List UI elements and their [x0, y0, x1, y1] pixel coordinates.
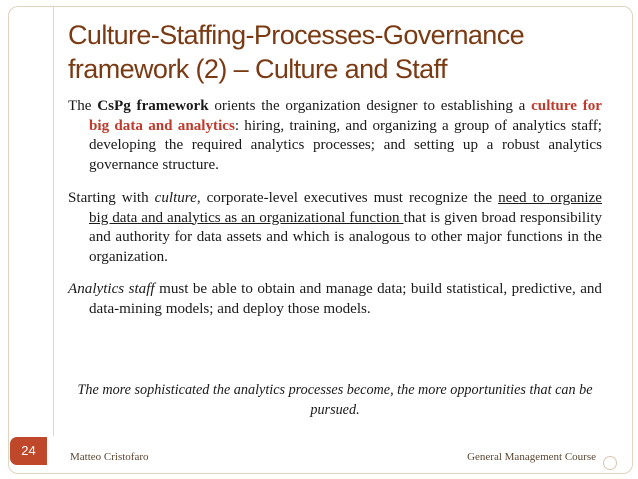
footer-course: General Management Course — [467, 451, 596, 463]
p1-text-3: : hiring, training, and organizing a group of analytics staff; developing the required analytics processes; and setting up a robust analytics governance structure. — [89, 117, 602, 173]
footer-author: Matteo Cristofaro — [70, 451, 149, 463]
closing-quote: The more sophisticated the analytics processes become, the more opportunities that can be pursued. — [77, 382, 593, 418]
page-number-badge: 24 — [10, 437, 47, 465]
p1-bold-framework: CsPg framework — [97, 98, 209, 114]
p3-text-1: must be able to obtain and manage data; build statistical, predictive, and data-mining models; and deploy those models. — [89, 281, 602, 317]
p2-text-2: , corporate-level executives must recognize the — [196, 190, 499, 206]
slide-body — [68, 97, 602, 319]
p2-text-3: that is given broad responsibility and authority for data assets and which is analogous to other major functions in the organization. — [89, 209, 602, 265]
p1-text-2: orients the organization designer to establishing a — [208, 98, 532, 114]
paragraph-culture — [68, 189, 602, 267]
p1-highlight-culture: culture for big data and analytics — [89, 98, 602, 134]
p2-text-1: Starting with — [68, 190, 155, 206]
paragraph-staff — [68, 280, 602, 319]
paragraph-cspg — [68, 97, 602, 175]
slide-title: Culture-Staffing-Processes-Governance framework (2) – Culture and Staff — [68, 20, 525, 84]
p2-italic-culture: culture — [154, 190, 197, 206]
corner-ring — [603, 456, 617, 470]
p1-text-1: The — [68, 98, 98, 114]
p2-underline-need: need to organize big data and analytics as an organizational function — [89, 190, 602, 226]
p3-italic-staff: Analytics staff — [68, 281, 155, 297]
slide-rule — [53, 6, 54, 436]
